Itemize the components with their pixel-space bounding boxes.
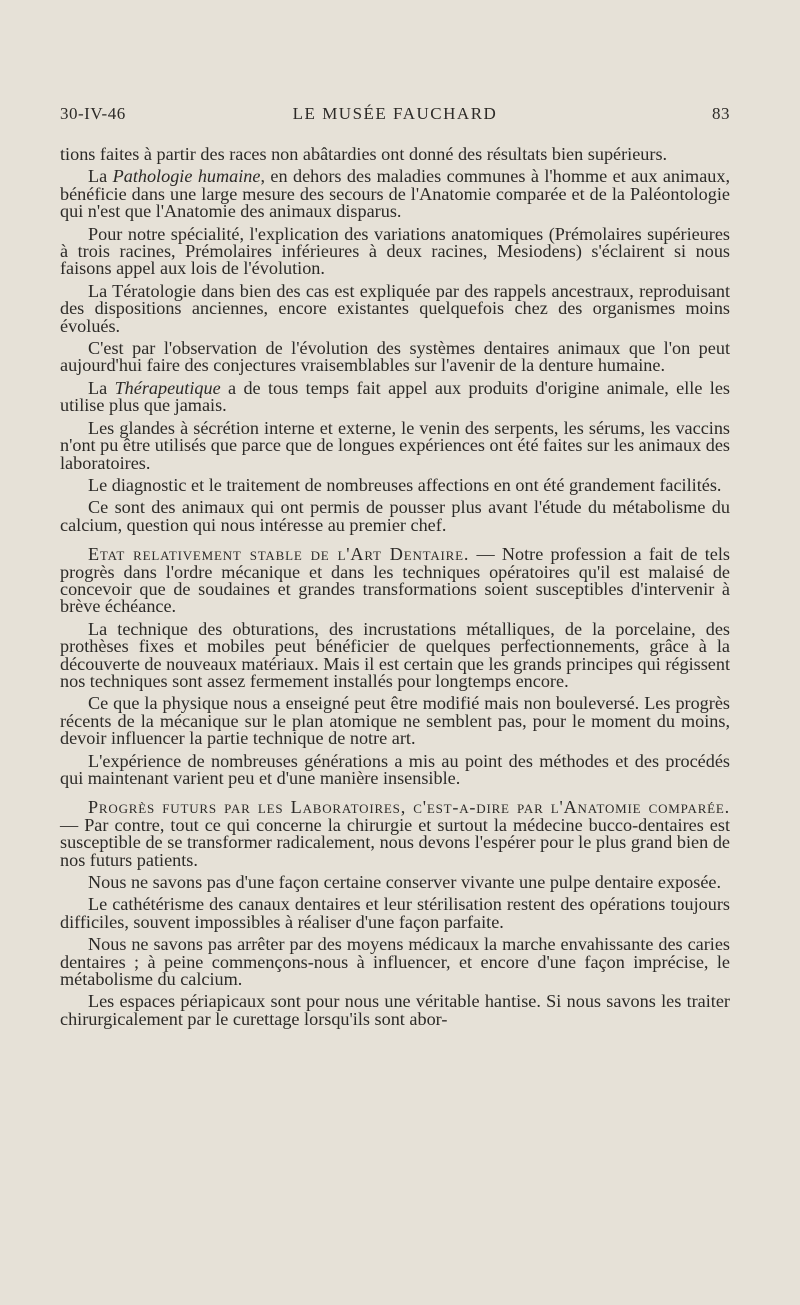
- section-heading: Progrès futurs par les Laboratoires, c'est-a-dire par l'Anatomie comparée.: [88, 797, 730, 818]
- paragraph-text: La: [88, 166, 113, 187]
- paragraph: Nous ne savons pas arrêter par des moyens médicaux la marche envahissante des caries dentaires ; à peine commençons-nous à influencer, et encore d'une façon imprécise, le métabolisme du calcium.: [60, 934, 730, 990]
- paragraph: Ce que la physique nous a enseigné peut être modifié mais non bouleversé. Les progrès récents de la mécanique sur le plan atomique ne semblent pas, pour le moment du moins, devoir influencer la partie technique de notre art.: [60, 693, 730, 749]
- paragraph: Ce sont des animaux qui ont permis de pousser plus avant l'étude du métabolisme du calcium, question qui nous intéresse au premier chef.: [60, 497, 730, 535]
- paragraph: C'est par l'observation de l'évolution des systèmes dentaires animaux que l'on peut aujourd'hui faire des conjectures vraisemblables sur l'avenir de la denture humaine.: [60, 338, 730, 376]
- paragraph: [60, 799, 730, 869]
- paragraph: Les glandes à sécrétion interne et externe, le venin des serpents, les sérums, les vaccins n'ont pu être utilisés que parce que de longues expériences ont été faites sur les animaux des laboratoires.: [60, 417, 730, 473]
- header-title: LE MUSÉE FAUCHARD: [292, 104, 498, 123]
- running-header: [60, 104, 730, 128]
- paragraph: tions faites à partir des races non abâtardies ont donné des résultats bien supérieurs.: [60, 144, 668, 164]
- italic-term: Thérapeutique: [114, 377, 221, 398]
- page-number: 83: [712, 104, 730, 123]
- paragraph-text: — Par contre, tout ce qui concerne la chirurgie et surtout la médecine bucco-dentaires est susceptible de se transformer radicalement, nous devons l'espérer pour le plus grand bien de nos futurs patients.: [60, 814, 730, 870]
- paragraph-text: a de tous temps fait appel aux produits d'origine animale, elle les utilise plus que jamais.: [60, 377, 731, 416]
- paragraph-text: — Notre profession a fait de tels progrès dans l'ordre mécanique et dans les techniques opératoires qu'il est malaisé de concevoir que de soudaines et grandes transformations soient susceptibles d'intervenir à brève échéance.: [60, 544, 730, 617]
- paragraph: [60, 546, 730, 616]
- paragraph: L'expérience de nombreuses générations a mis au point des méthodes et des procédés qui maintenant varient peu et d'une manière insensible.: [60, 750, 730, 788]
- italic-term: Pathologie humaine: [112, 166, 261, 187]
- paragraph-text: , en dehors des maladies communes à l'homme et aux animaux, bénéficie dans une large mesure des secours de l'Anatomie comparée et de la Paléontologie qui n'est que l'Anatomie des animaux disparus.: [60, 166, 730, 222]
- paragraph: Pour notre spécialité, l'explication des variations anatomiques (Prémolaires supérieures à trois racines, Prémolaires inférieures à deux racines, Mesiodens) s'éclairent si nous faisons appel aux lois de l'évolution.: [60, 223, 730, 279]
- paragraph: [60, 377, 731, 416]
- paragraph: Le diagnostic et le traitement de nombreuses affections en ont été grandement facilités.: [88, 474, 722, 495]
- paragraph: Les espaces périapicaux sont pour nous une véritable hantise. Si nous savons les traiter chirurgicalement par le curettage lorsqu'ils sont abor-: [60, 991, 730, 1029]
- paragraph: La technique des obturations, des incrustations métalliques, de la porcelaine, des prothèses fixes et mobiles peut bénéficier de quelques perfectionnements, grâce à la découverte de nouveaux matériaux. Mais il est certain que les grands principes qui régissent nos techniques sont assez fermement installés pour longtemps encore.: [60, 618, 730, 691]
- paragraph-text: La: [88, 377, 115, 398]
- header-date: 30-IV-46: [60, 104, 126, 123]
- paragraph: La Tératologie dans bien des cas est expliquée par des rappels ancestraux, reproduisant des dispositions anciennes, encore existantes quelquefois chez des organismes moins évolués.: [60, 280, 730, 336]
- paragraph: [60, 168, 730, 220]
- paragraph: Nous ne savons pas d'une façon certaine conserver vivante une pulpe dentaire exposée.: [88, 872, 722, 893]
- section-heading: Etat relativement stable de l'Art Dentaire.: [88, 544, 470, 565]
- paragraph: Le cathétérisme des canaux dentaires et leur stérilisation restent des opérations toujours difficiles, souvent impossibles à réaliser d'une façon parfaite.: [60, 894, 730, 932]
- body-text: [60, 146, 730, 1033]
